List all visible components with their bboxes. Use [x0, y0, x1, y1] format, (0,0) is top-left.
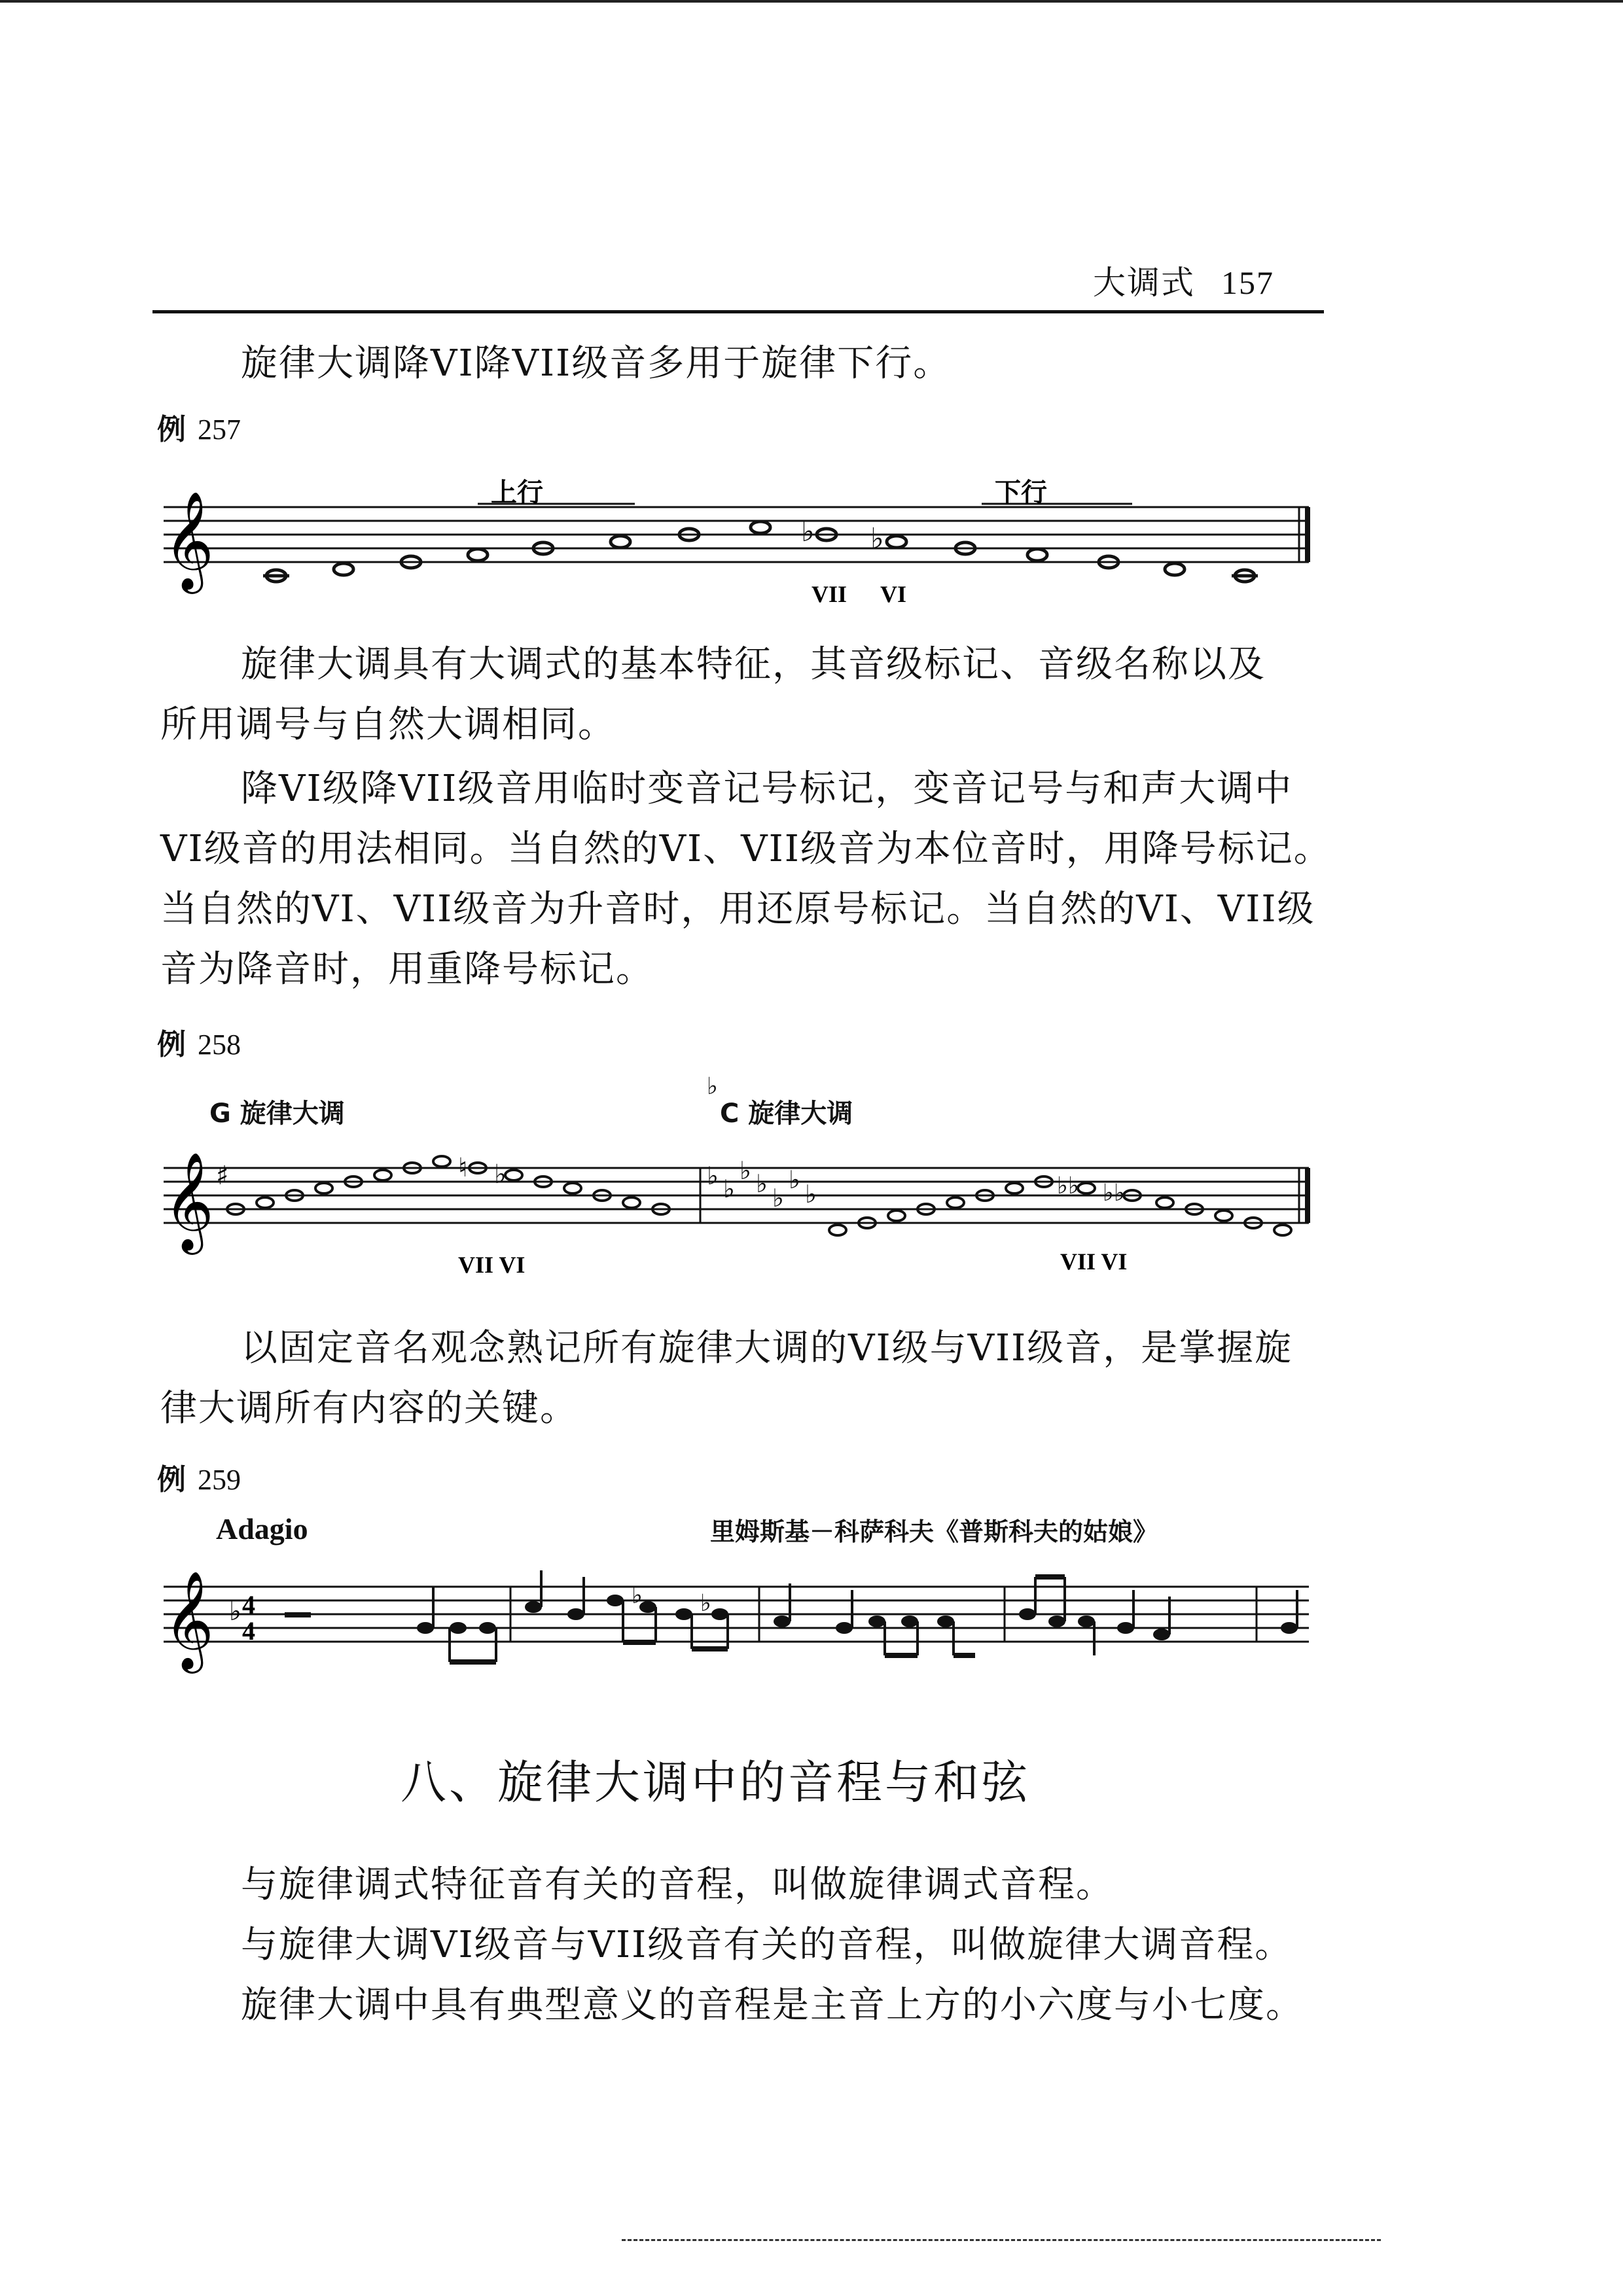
treble-clef-icon: 𝄞: [164, 490, 214, 590]
example-258-label: [157, 1021, 241, 1063]
section-title: 八、旋律大调中的音程与和弦: [401, 1756, 1030, 1809]
treble-clef-icon: 𝄞: [164, 1151, 214, 1250]
footer-dash: [622, 2239, 1381, 2241]
flat-icon: ♭: [700, 1590, 711, 1617]
source-attribution: 里姆斯基－科萨科夫《普斯科夫的姑娘》: [710, 1517, 1158, 1546]
tempo-marking: Adagio: [216, 1512, 308, 1545]
paragraph-1: 旋律大调降VI降VII级音多用于旋律下行。: [241, 342, 952, 385]
flat-icon: ♭: [801, 515, 815, 548]
time-signature-top: 4: [242, 1590, 255, 1619]
flat-icon: ♭: [707, 1161, 719, 1190]
flat-icon: ♭: [789, 1165, 800, 1194]
example-257-staff: [151, 478, 1322, 609]
running-head-title: 大调式: [1093, 264, 1195, 302]
paragraph-3-line-1: 降VI级降VII级音用临时变音记号标记，变音记号与和声大调中: [241, 768, 1293, 810]
example-number: 259: [198, 1464, 241, 1496]
flat-icon: ♭: [772, 1184, 784, 1212]
flat-icon: ♭: [229, 1597, 241, 1627]
flat-icon: ♭: [740, 1156, 751, 1185]
g-melodic-major-title: G 旋律大调: [209, 1099, 345, 1129]
paragraph-2-line-2: 所用调号与自然大调相同。: [160, 703, 616, 746]
time-signature-bottom: 4: [242, 1616, 255, 1646]
example-prefix: 例: [157, 1028, 186, 1061]
flat-icon: ♭: [805, 1180, 817, 1209]
example-259-staff: [151, 1557, 1322, 1675]
paragraph-3-line-2: VI级音的用法相同。当自然的VI、VII级音为本位音时，用降号标记。: [160, 828, 1332, 870]
flat-icon: ♭: [870, 522, 884, 556]
paragraph-2-line-1: 旋律大调具有大调式的基本特征，其音级标记、音级名称以及: [241, 643, 1266, 686]
flat-icon: ♭: [756, 1169, 768, 1198]
degree-labels-left: VII VI: [458, 1252, 526, 1278]
header-rule: [152, 310, 1324, 313]
page-number: 157: [1221, 264, 1274, 301]
flat-icon: ♭♭: [1103, 1180, 1125, 1207]
example-prefix: 例: [157, 1463, 186, 1496]
ascending-label: 上行: [491, 478, 543, 508]
example-259-label: [157, 1456, 241, 1498]
running-head: [1093, 256, 1274, 304]
paragraph-3-line-4: 音为降音时，用重降号标记。: [160, 948, 654, 991]
degree-vi-label: VI: [880, 581, 907, 607]
page-top-rule: [0, 0, 1623, 3]
sharp-icon: ♯: [216, 1161, 229, 1191]
paragraph-5-line-3: 旋律大调中具有典型意义的音程是主音上方的小六度与小七度。: [241, 1984, 1304, 2026]
half-rest-icon: [285, 1612, 311, 1617]
descending-label: 下行: [995, 478, 1047, 508]
flat-icon: ♭: [494, 1159, 507, 1190]
flat-icon: ♭: [707, 1073, 718, 1100]
flat-icon: ♭♭: [1057, 1173, 1079, 1199]
flat-icon: ♭: [632, 1582, 643, 1609]
c-flat-melodic-major-title: C 旋律大调: [720, 1099, 853, 1129]
paragraph-5-line-1: 与旋律调式特征音有关的音程，叫做旋律调式音程。: [241, 1863, 1114, 1906]
flat-icon: ♭: [723, 1174, 735, 1203]
paragraph-3-line-3: 当自然的VI、VII级音为升音时，用还原号标记。当自然的VI、VII级: [160, 888, 1315, 930]
example-number: 258: [198, 1029, 241, 1061]
paragraph-5-line-2: 与旋律大调VI级音与VII级音有关的音程，叫做旋律大调音程。: [241, 1924, 1293, 1966]
example-number: 257: [198, 414, 241, 446]
degree-labels-right: VII VI: [1060, 1248, 1128, 1275]
treble-clef-icon: 𝄞: [164, 1570, 214, 1669]
paragraph-4-line-2: 律大调所有内容的关键。: [160, 1387, 578, 1430]
degree-vii-label: VII: [812, 581, 847, 607]
natural-icon: ♮: [458, 1153, 468, 1183]
example-prefix: 例: [157, 413, 186, 446]
example-258-staff: [151, 1139, 1322, 1282]
paragraph-4-line-1: 以固定音名观念熟记所有旋律大调的VI级与VII级音，是掌握旋: [241, 1327, 1293, 1369]
example-257-label: [157, 406, 241, 448]
